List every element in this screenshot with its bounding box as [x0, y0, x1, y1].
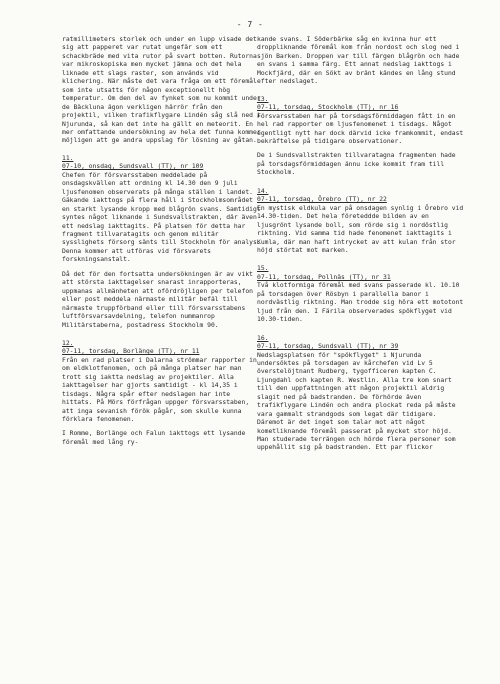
report-number: 16. [257, 334, 269, 342]
report-header: 07-10, onsdag, Sundsvall (TT), nr 109 [62, 163, 204, 171]
report-paragraph: Från en rad platser i Dalarna strömmar rapporter in om eldklotfenomen, och på många platser har man trott sig iaktta nedslag av projektiler. Alla iakttagelser har gjorts samtidigt - kl 14,35 i tisdags. Några spår efter nedslagen har inte hittats. På Mörs förfrågan uppger försvarsstaben, att inga sevanish förök pågår, som skulle kunna förklara fenomenen. [62, 356, 257, 424]
report-number: 13. [257, 95, 269, 103]
left-intro-paragraph: ratmillimeters storlek och under en lupp visade det sig att papperet var rutat ungefär som ett schackbräde med vita rutor på svart botten. Rutorna var mikroskopiska men mycket jämna och det hela liknade ett slags raster, som används vid klichering. När måste det vara fråga om ett föremål som inte utsatts för någon exceptionellt hög temperatur. Om den del av fynket som nu kommit under de Bäckluna ägon verkligen härrör från den projektil, vilken trafikflygare Lindén såg slå ned i Njurunda, så kan det inte ha gällt en meteorit. En mer omfattande undersökning av hela det funna kommer möjligen att ge andra uppslag för lösning av gåtan. [62, 36, 261, 145]
report-paragraph: De i Sundsvallstrakten tillvaratagna fragmenten hade på torsdagsförmiddagen ännu icke kommit fram till Stockholm. [257, 152, 456, 177]
report-16 [257, 331, 465, 453]
report-number: 14. [257, 187, 269, 195]
report-paragraph: Två klotformiga föremål med svans passerade kl. 10.10 på torsdagen över Rösbyn i parallella banor i nordvästlig riktning. Man trodde sig höra ett mototont ljud från den. I Färila observerades spökflyget vid 10.30-tiden. [257, 282, 464, 324]
report-number: 12. [62, 339, 74, 347]
right-intro-paragraph: kande svans. I Söderbärke såg en kvinna hur ett droppliknande föremål kom från nordost och slog ned i sjön Barken. Droppen var till färgen blågrön och hade en svans i samma färg. Ett annat nedslag iakttogs i Mockfjärd, där en Sökt av bränt kändes en lång stund efter nedslaget. [257, 36, 460, 86]
report-paragraph: Då det för den fortsatta undersökningen är av vikt att största iakttagelser snarast inrapporteras, uppmanas allmänheten att ofördröjligen per telefon eller post meddela närmaste militär befäl till närmaste truppförband eller till försvarsstabens luftförsvarsavdelning, telefon nummanrop Militärstaberna, postadress Stockholm 90. [62, 270, 253, 329]
report-header: 07-11, torsdag, Sundsvall (TT), nr 39 [257, 343, 399, 351]
report-paragraph: Chefen för försvarsstaben meddelade på onsdagskvällen att ordning kl 14.30 den 9 juli ljusfenomen observerats på många ställen i landet. Gäkande iakttogs på flera håll i Stockholmsområdet en starkt lysande kropp med blågrön svans. Samtidigt syntes något liknande i Sundsvallstrakten, där även ett nedslag iakttagits. På platsen för detta har fragment tillvaratagits och genom militär sysslighets försorg sänts till Stockholm för analys. Denna kommer att utföras vid försvarets forskningsanstalt. [62, 171, 261, 264]
report-paragraph: I Romme, Borlänge och Falun iakttogs ett lysande föremål med lång ry- [62, 430, 246, 446]
report-header: 07-11, torsdag, Pollnäs (TT), nr 31 [257, 273, 391, 281]
report-number: 11. [62, 154, 74, 162]
report-paragraph: En mystisk eldkula var på onsdagen synlig i Örebro vid 14.30-tiden. Det hela företeddde bilden av en ljusgrönt lysande boll, som rörde sig i nordöstlig riktning. Vid samma tid hade fenomenet iakttagits i Kumla, där man haft intrycket av att kulan från stor höjd störtat mot marken. [257, 204, 464, 254]
report-header: 07-11, torsdag, Stockholm (TT), nr 16 [257, 104, 399, 112]
report-15 [257, 261, 465, 324]
right-column [257, 36, 465, 459]
report-header: 07-11, torsdag, Borlänge (TT), nr 11 [62, 348, 200, 356]
page-number: - 7 - [236, 20, 264, 29]
report-11 [62, 151, 262, 330]
report-14 [257, 184, 465, 256]
report-12 [62, 336, 262, 447]
report-paragraph: Försvarsstaben har på torsdagsförmiddagen fått in en hel rad rapporter om ljusfenomenet i tisdags. Något egentligt nytt har dock därvid icke framkommit, endast bekräftelse på tidigare observationer. [257, 112, 464, 145]
report-number: 15. [257, 265, 269, 273]
report-header: 07-11, torsdag, Örebro (TT), nr 22 [257, 196, 387, 204]
left-column [62, 36, 262, 453]
report-paragraph: Nedslagsplatsen för "spökflyget" i Njurunda undersöktes på torsdagen av kårchefen vid Lv 5 överstelöjtnant Rudberg, tygofficeren kapten C. Ljungdahl och kapten R. Westlin. Alla tre kom snart till den uppfattningen att någon projektil aldrig slagit ned på badstranden. De förhörde även trafikflygare Lindén och andra plockat reda på måste vara gammalt strandgods som legat där tidigare. Däremot är det inget som talar mot att något kometliknande föremål passerat på mycket stor höjd. Man studerade terrängen och hörde flera personer som uppehållit sig på badstranden. Ett par flickor [257, 351, 456, 452]
report-13 [257, 92, 465, 178]
